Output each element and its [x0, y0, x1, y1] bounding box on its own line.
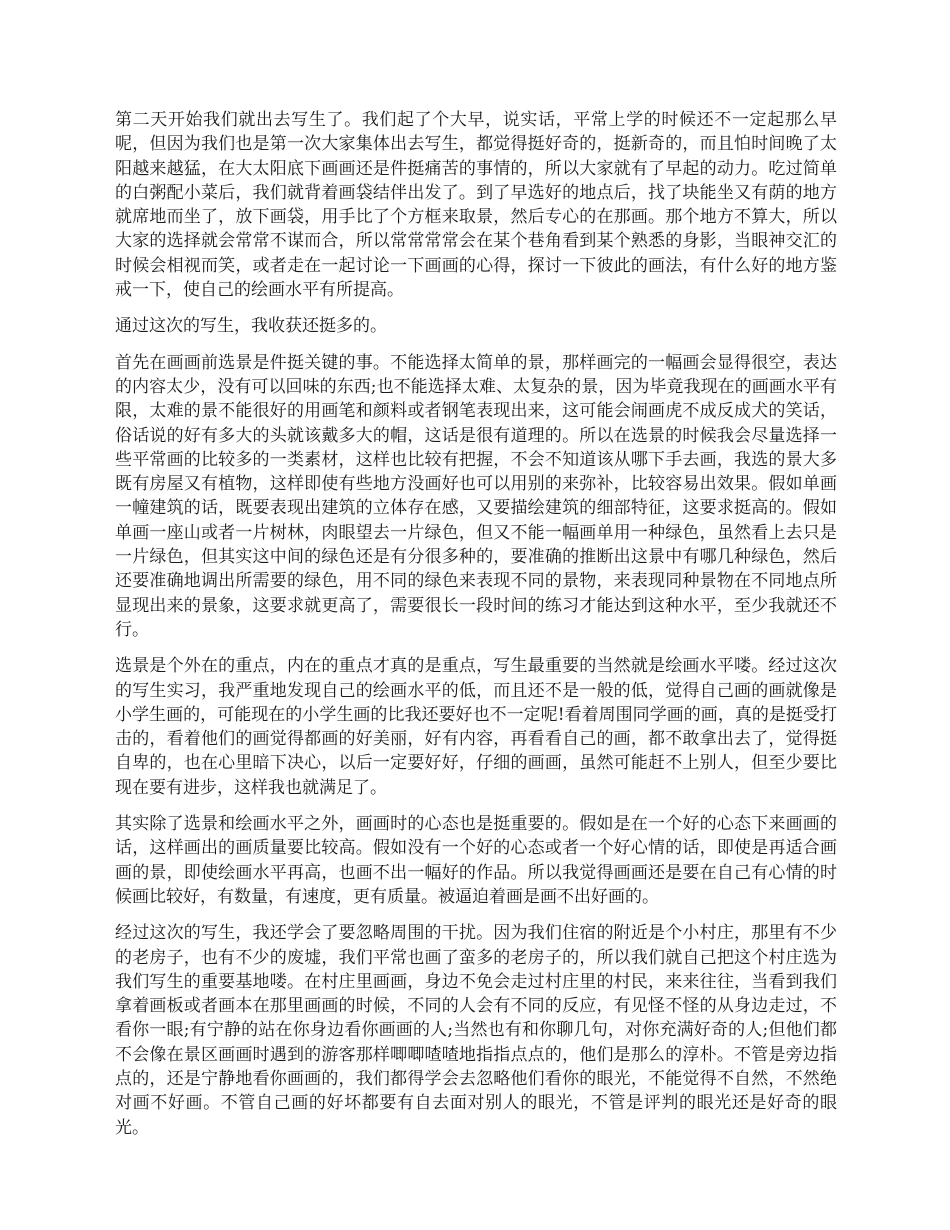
paragraph: 选景是个外在的重点，内在的重点才真的是重点，写生最重要的当然就是绘画水平喽。经过这次的写生实习，我严重地发现自己的绘画水平的低，而且还不是一般的低，觉得自己画的画就像是小学生画的，可能现在的小学生画的比我还要好也不一定呢!看着周围同学画的画，真的是挺受打击的，看着他们的画觉得都画的好美丽，好有内容，再看看自己的画，都不敢拿出去了，觉得挺自卑的，也在心里暗下决心，以后一定要好好，仔细的画画，虽然可能赶不上别人，但至少要比现在要有进步，这样我也就满足了。: [115, 656, 837, 798]
paragraph: 其实除了选景和绘画水平之外，画画时的心态也是挺重要的。假如是在一个好的心态下来画画的话，这样画出的画质量要比较高。假如没有一个好的心态或者一个好心情的话，即使是再适合画画的景，即使绘画水平再高，也画不出一幅好的作品。所以我觉得画画还是要在自己有心情的时候画比较好，有数量，有速度，更有质量。被逼迫着画是画不出好画的。: [115, 814, 837, 907]
document-body: [115, 108, 837, 1152]
paragraph: 经过这次的写生，我还学会了要忽略周围的干扰。因为我们住宿的附近是个小村庄，那里有不少的老房子，也有不少的废墟，我们平常也画了蛮多的老房子的，所以我们就自己把这个村庄选为我们写生的重要基地喽。在村庄里画画，身边不免会走过村庄里的村民，来来往往，当看到我们拿着画板或者画本在那里画画的时候，不同的人会有不同的反应，有见怪不怪的从身边走过，不看你一眼;有宁静的站在你身边看你画画的人;当然也有和你聊几句，对你充满好奇的人;但他们都不会像在景区画画时遇到的游客那样唧唧喳喳地指指点点的，他们是那么的淳朴。不管是旁边指点的，还是宁静地看你画画的，我们都得学会去忽略他们看你的眼光，不能觉得不自然，不然绝对画不好画。不管自己画的好坏都要有自去面对别人的眼光，不管是评判的眼光还是好奇的眼光。: [115, 923, 837, 1138]
paragraph: 首先在画画前选景是件挺关键的事。不能选择太简单的景，那样画完的一幅画会显得很空，表达的内容太少，没有可以回味的东西;也不能选择太难、太复杂的景，因为毕竟我现在的画画水平有限，太难的景不能很好的用画笔和颜料或者钢笔表现出来，这可能会闹画虎不成反成犬的笑话，俗话说的好有多大的头就该戴多大的帽，这话是很有道理的。所以在选景的时候我会尽量选择一些平常画的比较多的一类素材，这样也比较有把握，不会不知道该从哪下手去画，我选的景大多既有房屋又有植物，这样即使有些地方没画好也可以用别的来弥补，比较容易出效果。假如单画一幢建筑的话，既要表现出建筑的立体存在感，又要描绘建筑的细部特征，这要求挺高的。假如单画一座山或者一片树林，肉眼望去一片绿色，但又不能一幅画单用一种绿色，虽然看上去只是一片绿色，但其实这中间的绿色还是有分很多种的，要准确的推断出这景中有哪几种绿色，然后还要准确地调出所需要的绿色，用不同的绿色来表现不同的景物，来表现同种景物在不同地点所显现出来的景象，这要求就更高了，需要很长一段时间的练习才能达到这种水平，至少我就还不行。: [115, 352, 837, 640]
paragraph: 通过这次的写生，我收获还挺多的。: [115, 316, 387, 337]
paragraph: 第二天开始我们就出去写生了。我们起了个大早，说实话，平常上学的时候还不一定起那么早呢，但因为我们也是第一次大家集体出去写生，都觉得挺好奇的，挺新奇的，而且怕时间晚了太阳越来越猛，在大太阳底下画画还是件挺痛苦的事情的，所以大家就有了早起的动力。吃过简单的白粥配小菜后，我们就背着画袋结伴出发了。到了早选好的地点后，找了块能坐又有荫的地方就席地而坐了，放下画袋，用手比了个方框来取景，然后专心的在那画。那个地方不算大，所以大家的选择就会常常不谋而合，所以常常常常会在某个巷角看到某个熟悉的身影，当眼神交汇的时候会相视而笑，或者走在一起讨论一下画画的心得，探讨一下彼此的画法，有什么好的地方鉴戒一下，使自己的绘画水平有所提高。: [115, 110, 837, 301]
